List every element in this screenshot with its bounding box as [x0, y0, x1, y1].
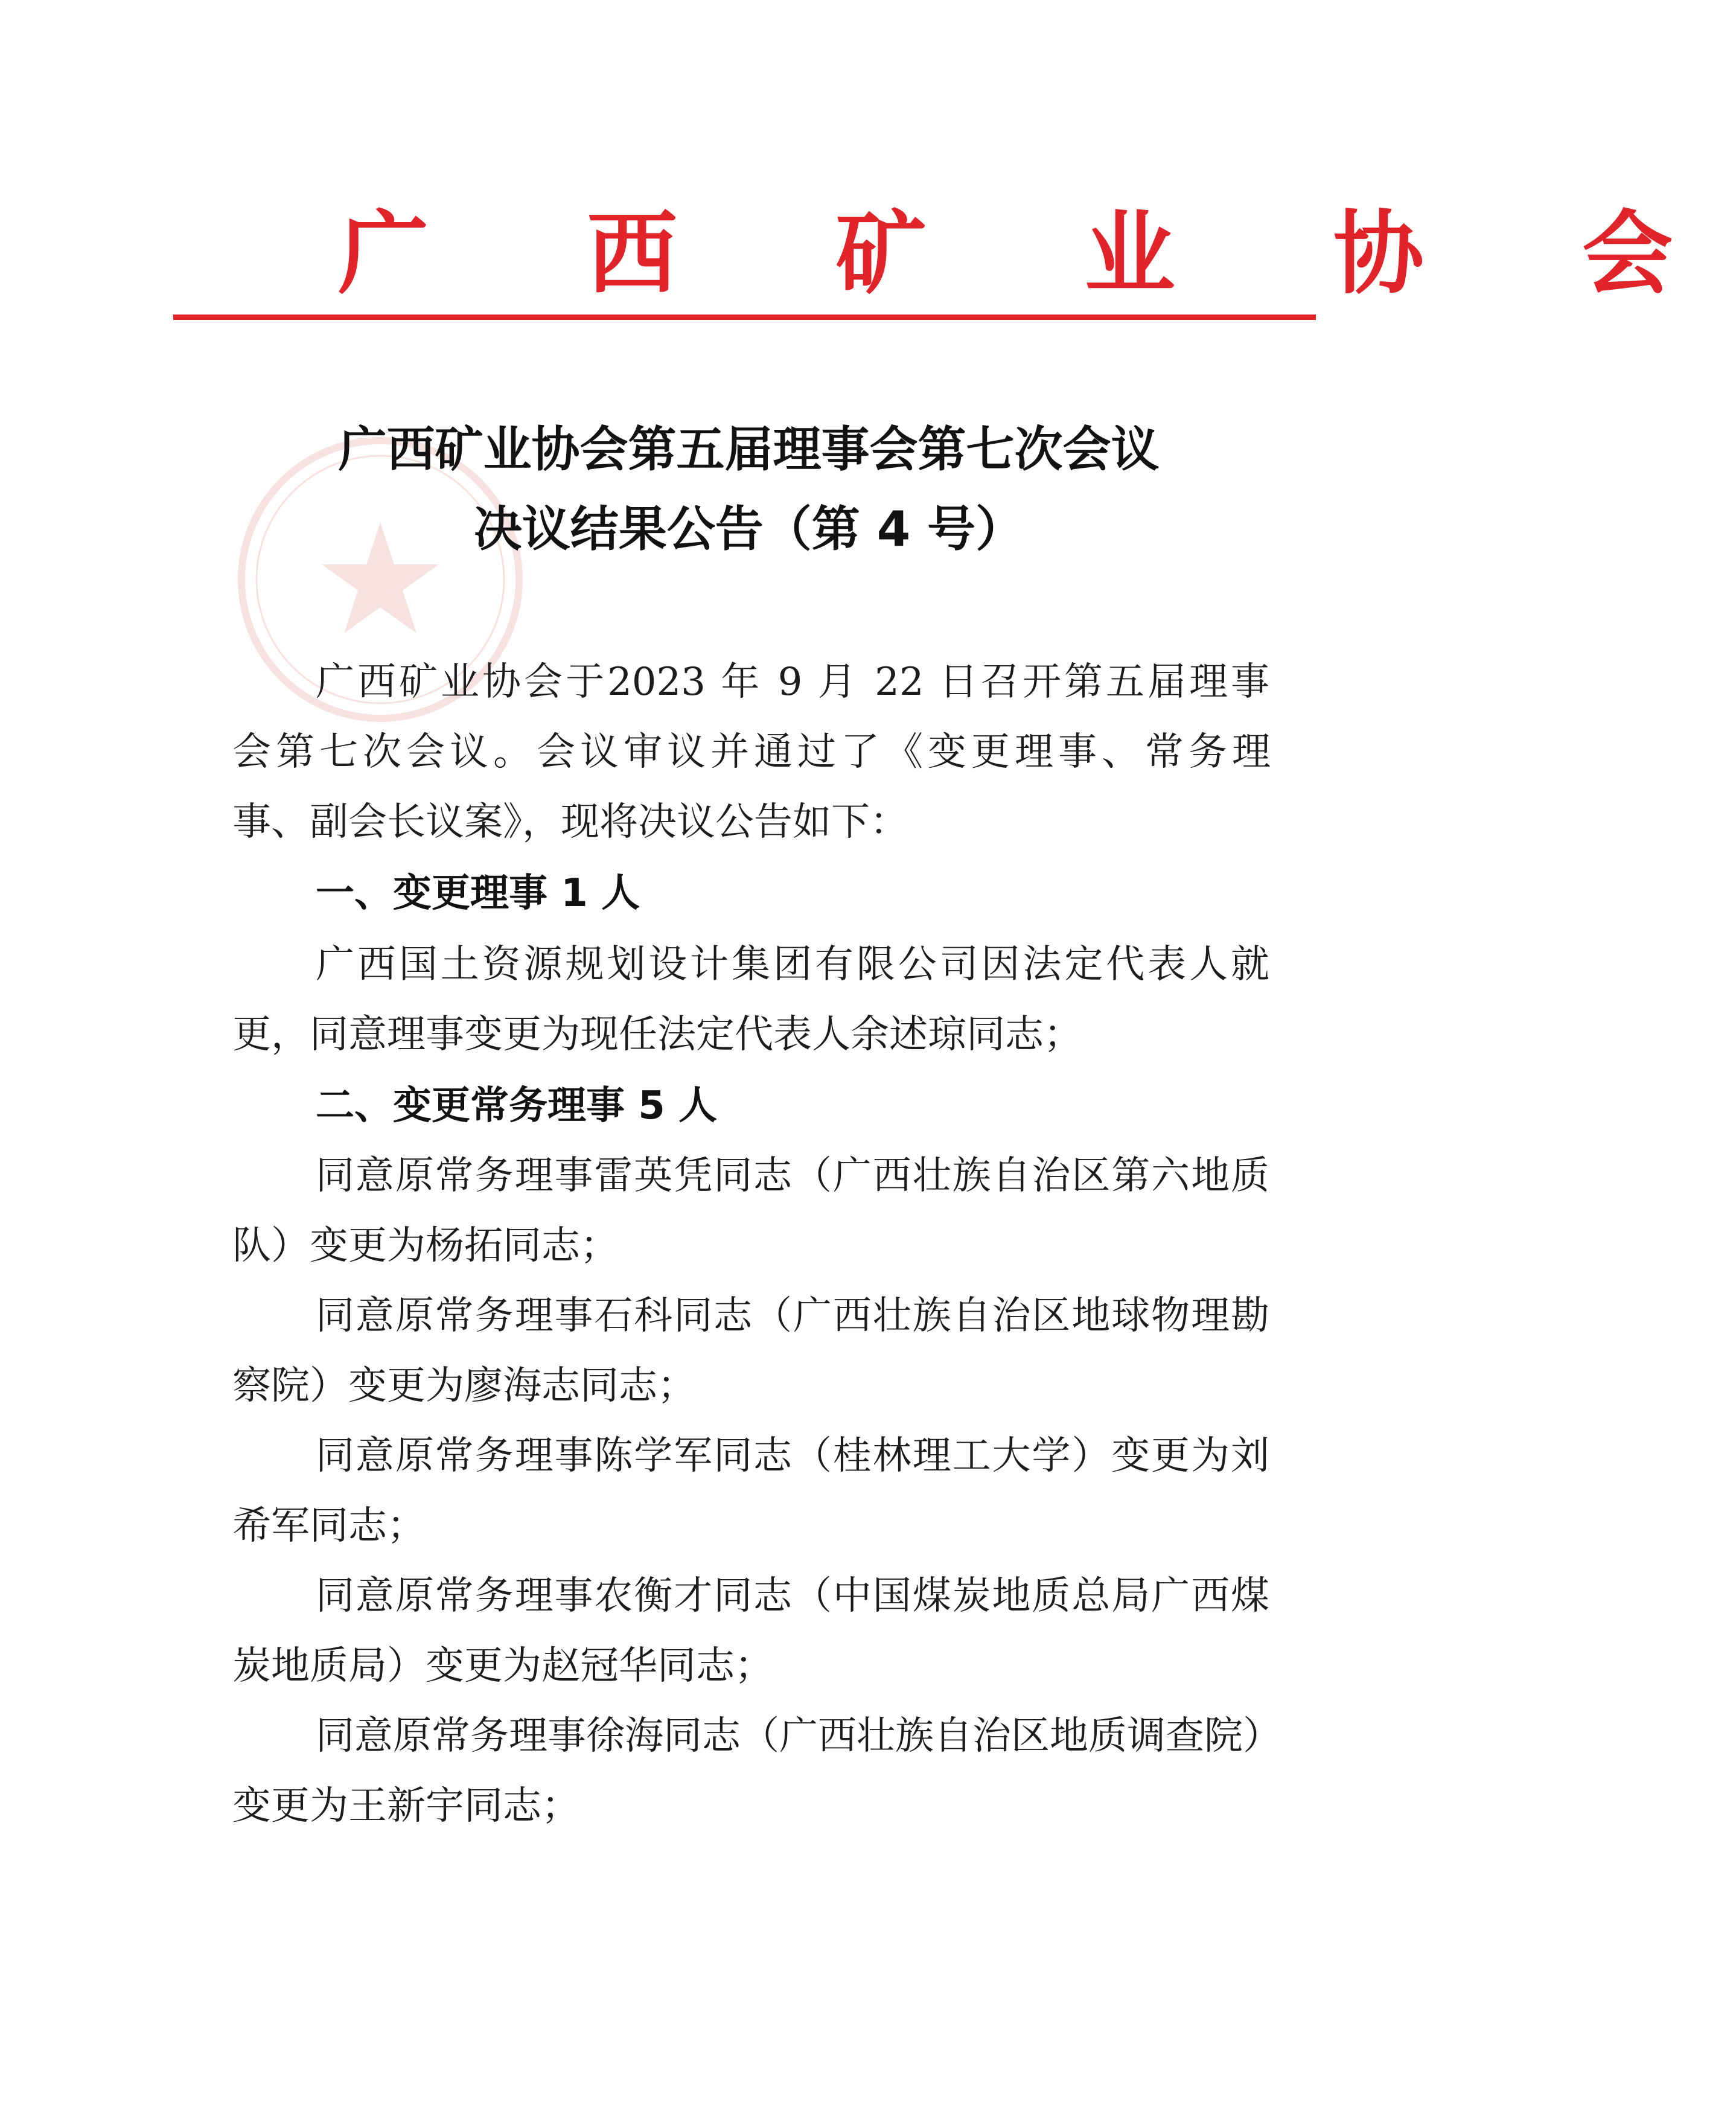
section-2-para-1-line-1: 同意原常务理事雷英凭同志（广西壮族自治区第六地质 — [316, 1154, 1269, 1198]
section-2-para-1-line-2: 队）变更为杨拓同志； — [232, 1224, 619, 1268]
section-2-para-5-line-2: 变更为王新宇同志； — [232, 1784, 580, 1828]
document-title-line-1: 广西矿业协会第五届理事会第七次会议 — [338, 421, 1160, 477]
section-2-para-5-line-1: 同意原常务理事徐海同志（广西壮族自治区地质调查院） — [316, 1714, 1281, 1758]
section-2-para-4-line-2: 炭地质局）变更为赵冠华同志； — [232, 1644, 773, 1688]
section-2-para-3-line-1: 同意原常务理事陈学军同志（桂林理工大学）变更为刘 — [316, 1434, 1269, 1478]
section-1-line-2: 更，同意理事变更为现任法定代表人余述琼同志； — [232, 1012, 1082, 1057]
section-1-heading: 一、变更理事 1 人 — [316, 871, 640, 916]
section-2-para-2-line-1: 同意原常务理事石科同志（广西壮族自治区地球物理勘 — [316, 1294, 1269, 1338]
section-2-para-3-line-2: 希军同志； — [232, 1504, 426, 1548]
section-1-line-1: 广西国土资源规划设计集团有限公司因法定代表人就 — [316, 942, 1269, 987]
intro-line-3: 事、副会长议案》，现将决议公告如下： — [232, 800, 908, 845]
section-2-para-2-line-2: 察院）变更为廖海志同志； — [232, 1364, 696, 1408]
section-2-heading: 二、变更常务理事 5 人 — [316, 1084, 718, 1128]
section-2-para-4-line-1: 同意原常务理事农衡才同志（中国煤炭地质总局广西煤 — [316, 1574, 1269, 1618]
intro-line-1: 广西矿业协会于2023 年 9 月 22 日召开第五届理事 — [316, 660, 1269, 704]
intro-line-2: 会第七次会议。会议审议并通过了《变更理事、常务理 — [232, 730, 1271, 774]
document-title-line-2: 决议结果公告（第 4 号） — [473, 501, 1024, 557]
letterhead-red-rule — [173, 315, 1316, 320]
organization-letterhead-title: 广 西 矿 业 协 会 — [338, 200, 1736, 307]
